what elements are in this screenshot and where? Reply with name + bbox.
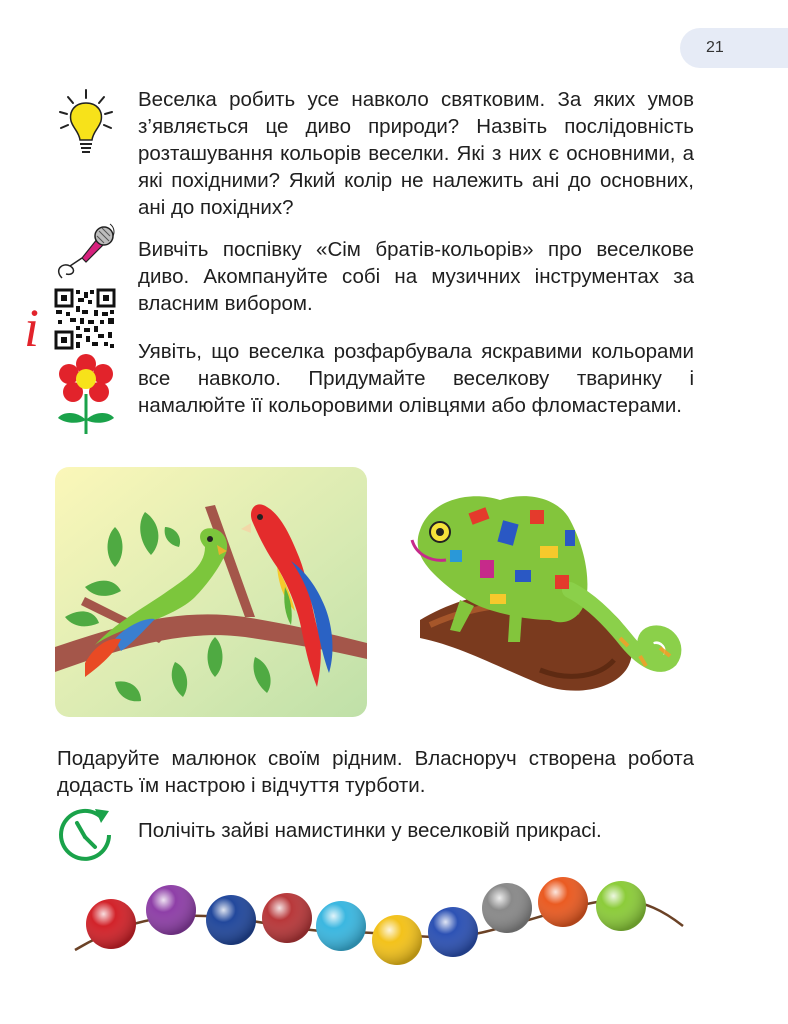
bead-shine [482, 883, 532, 933]
bead-shine [372, 915, 422, 965]
flower-icon [56, 354, 116, 436]
qr-info-icon[interactable] [24, 288, 118, 350]
beads-necklace [55, 870, 695, 980]
microphone-icon [52, 222, 118, 282]
bead-shine [146, 885, 196, 935]
page-number: 21 [706, 39, 724, 56]
chameleon-picture [390, 470, 690, 718]
paragraph-rainbow-question: Веселка робить усе навколо святковим. За яких умов з’являється це диво природи? Назвіть послідовність розташування кольорів веселки. Які з них є основними, а які похідними? Який колір не належить ані до основних, ані до похідних? [138, 88, 694, 219]
clock-icon [55, 805, 115, 865]
bead-shine [428, 907, 478, 957]
bead-shine [262, 893, 312, 943]
bead-shine [316, 901, 366, 951]
bead-shine [86, 899, 136, 949]
bead-shine [206, 895, 256, 945]
lightbulb-icon [56, 88, 116, 158]
parrots-picture [55, 467, 367, 717]
paragraph-gift: Подаруйте малюнок своїм рідним. Власноруч створена робота додасть їм настрою і відчуття турботи. [57, 747, 694, 797]
svg-text:i: i [24, 298, 40, 350]
bead-shine [538, 877, 588, 927]
paragraph-draw-animal: Уявіть, що веселка розфарбувала яскравими кольорами все навколо. Придумайте веселкову тваринку і намалюйте її кольоровими олівцями або фломастерами. [138, 340, 694, 417]
bead-shine [596, 881, 646, 931]
page-number-tab [680, 28, 788, 68]
paragraph-count-beads: Полічіть зайві намистинки у веселковій прикрасі. [138, 819, 602, 842]
paragraph-song: Вивчіть поспівку «Сім братів-кольорів» про веселкове диво. Акомпануйте собі на музичних інструментах за власним вибором. [138, 238, 694, 315]
